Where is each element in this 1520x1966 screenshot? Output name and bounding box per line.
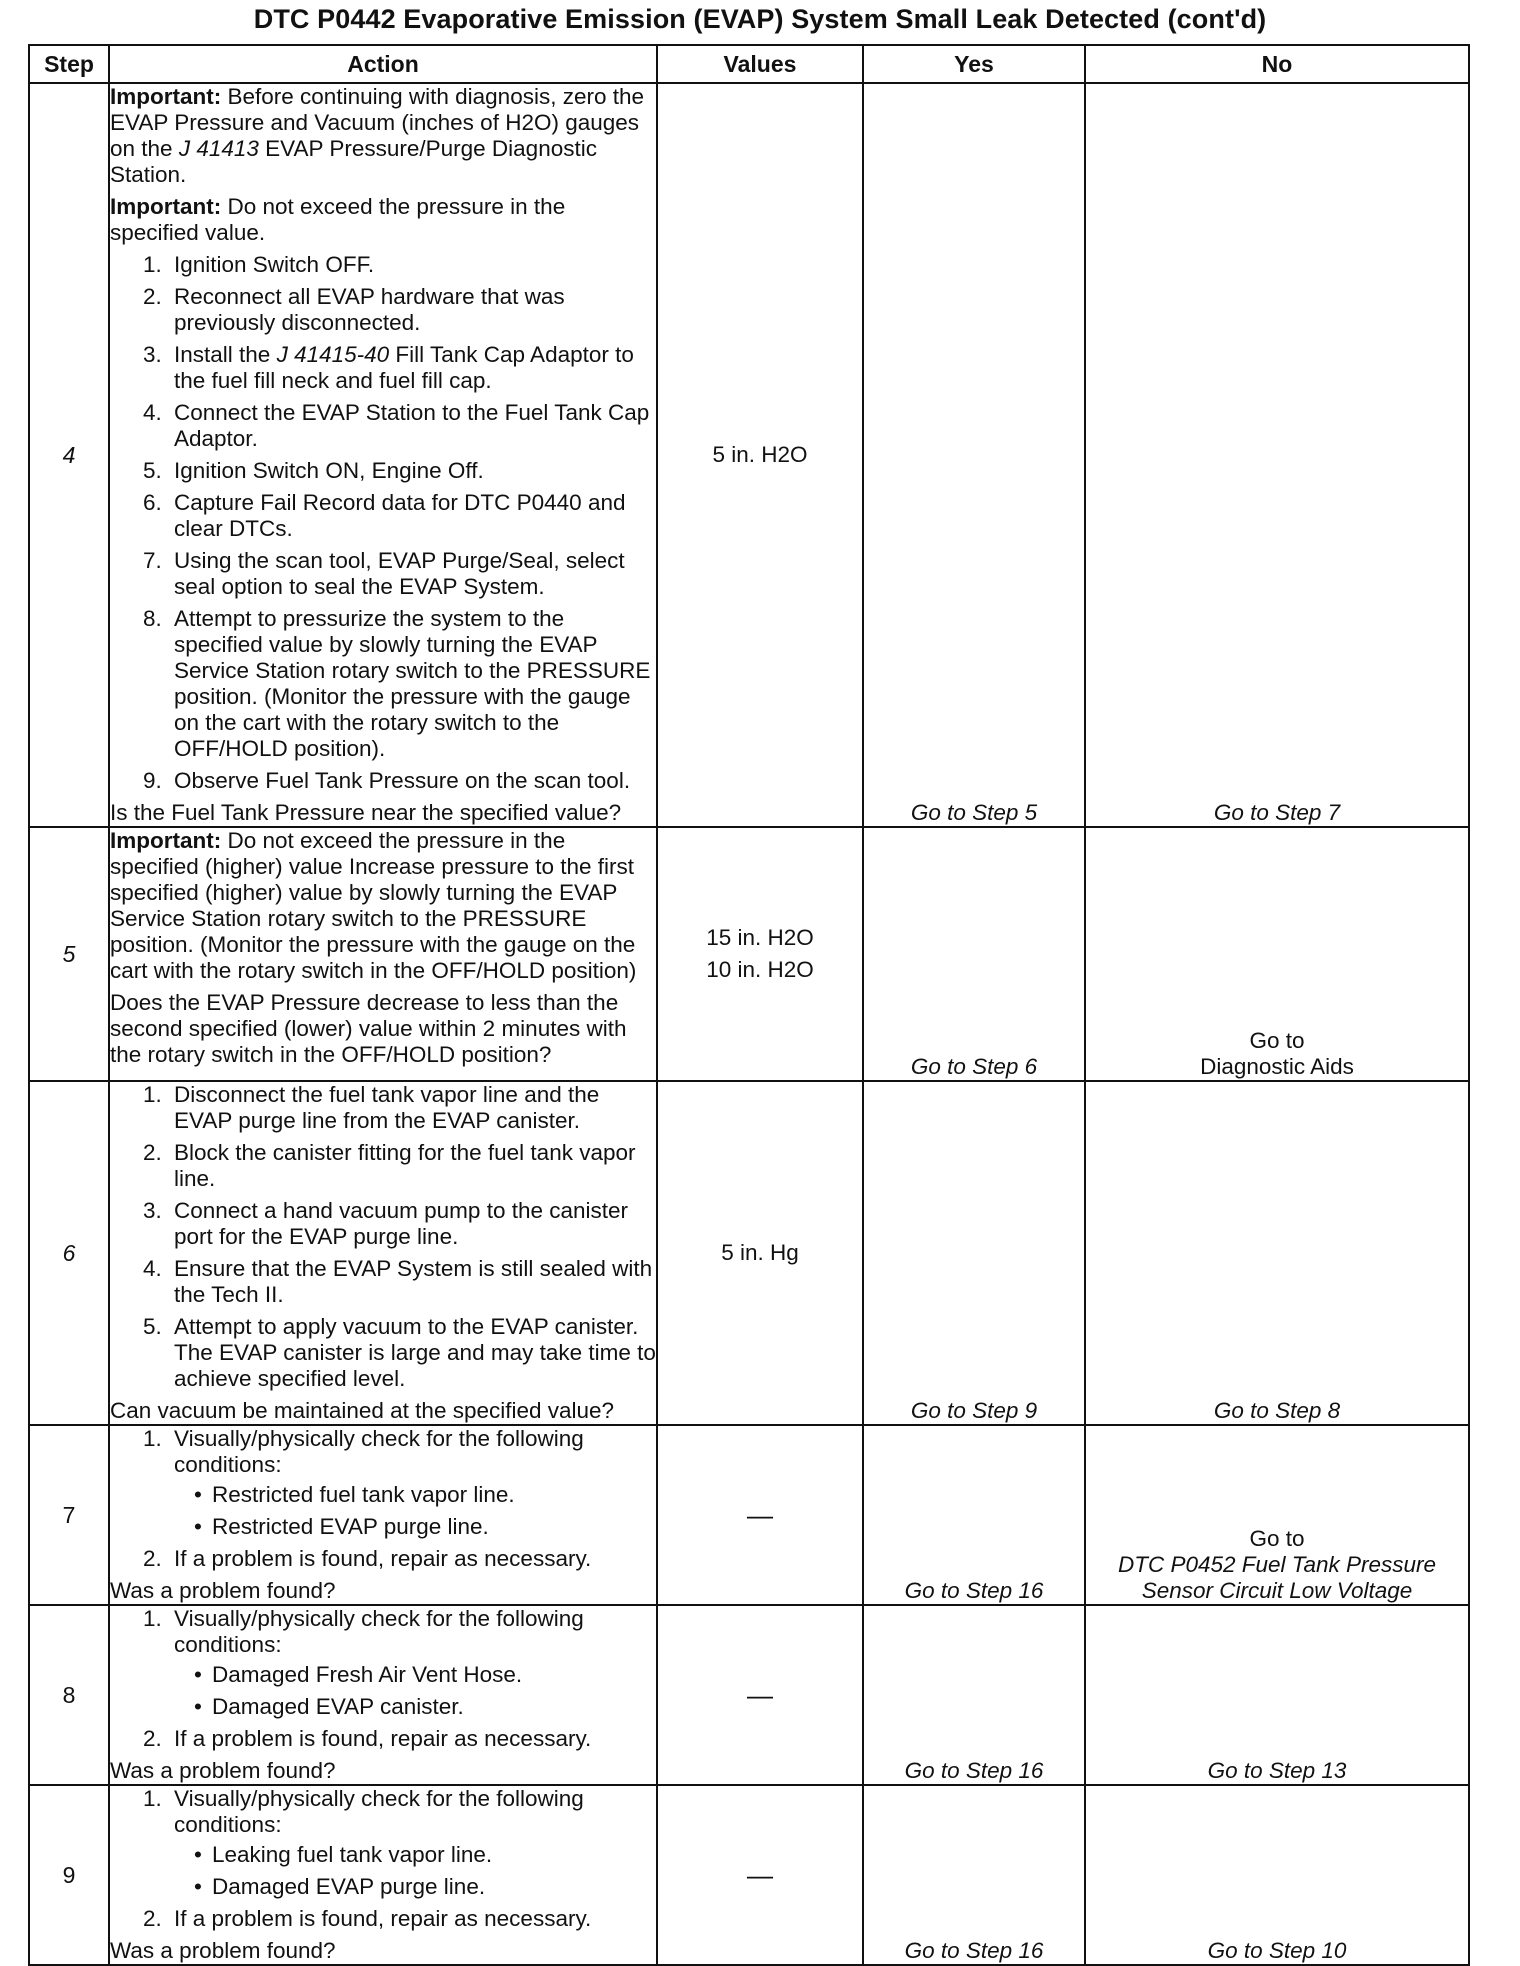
action-cell <box>109 827 657 1081</box>
no-cell: Go to Step 7 <box>1085 83 1469 827</box>
values-cell <box>657 827 863 1081</box>
list-item: 4. Ensure that the EVAP System is still sealed with the Tech II. <box>168 1256 656 1308</box>
procedure-list <box>110 1082 656 1392</box>
table-header-row <box>29 45 1469 83</box>
goto-line: Go to <box>1249 1526 1305 1551</box>
list-item <box>168 1786 656 1900</box>
values-cell: — <box>657 1785 863 1965</box>
step-number: 4 <box>29 83 109 827</box>
bullet-item: • Damaged EVAP purge line. <box>206 1874 656 1900</box>
step-number: 7 <box>29 1425 109 1605</box>
condition-list <box>174 1482 656 1540</box>
diagnostic-table <box>28 44 1470 1966</box>
goto-line: Go to <box>1249 1028 1305 1053</box>
values-cell: — <box>657 1425 863 1605</box>
important-text: Do not exceed the pressure in the specified (higher) value Increase pressure to the first specified (higher) value by slowly turning the EVAP Service Station rotary switch to the PRESSURE position. (Monitor the pressure with the gauge on the cart with the rotary switch in the OFF/HOLD position) <box>110 828 637 983</box>
bullet-item: • Damaged Fresh Air Vent Hose. <box>206 1662 656 1688</box>
no-cell <box>1085 1425 1469 1605</box>
header-no: No <box>1085 45 1469 83</box>
list-item: 8. Attempt to pressurize the system to the specified value by slowly turning the EVAP Service Station rotary switch to the PRESSURE position. (Monitor the pressure with the gauge on the cart with the rotary switch to the OFF/HOLD position). <box>168 606 656 762</box>
yes-cell: Go to Step 5 <box>863 83 1085 827</box>
question-text: Is the Fuel Tank Pressure near the specified value? <box>110 800 622 825</box>
question-text: Was a problem found? <box>110 1938 336 1963</box>
list-item: 2. If a problem is found, repair as necessary. <box>168 1726 656 1752</box>
list-item-text: Visually/physically check for the following conditions: <box>174 1606 584 1657</box>
question-text: Does the EVAP Pressure decrease to less than the second specified (lower) value within 2 minutes with the rotary switch in the OFF/HOLD position? <box>110 990 627 1067</box>
tool-number: J 41415-40 <box>276 342 390 367</box>
yes-cell: Go to Step 9 <box>863 1081 1085 1425</box>
list-item-text: Install the <box>174 342 277 367</box>
no-cell: Go to Step 10 <box>1085 1785 1469 1965</box>
bullet-item: • Restricted EVAP purge line. <box>206 1514 656 1540</box>
table-row <box>29 83 1469 827</box>
page-title: DTC P0442 Evaporative Emission (EVAP) System Small Leak Detected (cont'd) <box>253 4 1267 34</box>
table-row <box>29 1425 1469 1605</box>
table-row <box>29 827 1469 1081</box>
no-cell: Go to Step 13 <box>1085 1605 1469 1785</box>
important-label: Important: <box>110 194 222 219</box>
yes-cell: Go to Step 16 <box>863 1605 1085 1785</box>
important-label: Important: <box>110 828 222 853</box>
header-action: Action <box>109 45 657 83</box>
list-item <box>168 342 656 394</box>
no-cell: Go to Step 8 <box>1085 1081 1469 1425</box>
table-row <box>29 1605 1469 1785</box>
important-note <box>110 194 656 246</box>
question-text: Was a problem found? <box>110 1758 336 1783</box>
values-cell: — <box>657 1605 863 1785</box>
list-item: 2. Reconnect all EVAP hardware that was previously disconnected. <box>168 284 656 336</box>
header-values: Values <box>657 45 863 83</box>
bullet-item: • Damaged EVAP canister. <box>206 1694 656 1720</box>
bullet-item: • Leaking fuel tank vapor line. <box>206 1842 656 1868</box>
goto-target: Diagnostic Aids <box>1200 1054 1354 1079</box>
list-item: 1. Ignition Switch OFF. <box>168 252 656 278</box>
procedure-list <box>110 1786 656 1932</box>
bullet-item: • Restricted fuel tank vapor line. <box>206 1482 656 1508</box>
action-cell <box>109 1081 657 1425</box>
step-number: 6 <box>29 1081 109 1425</box>
value-line: 15 in. H2O <box>706 925 814 950</box>
procedure-list <box>110 252 656 794</box>
list-item: 1. Disconnect the fuel tank vapor line and the EVAP purge line from the EVAP canister. <box>168 1082 656 1134</box>
list-item: 5. Attempt to apply vacuum to the EVAP canister. The EVAP canister is large and may take time to achieve specified level. <box>168 1314 656 1392</box>
header-yes: Yes <box>863 45 1085 83</box>
list-item: 5. Ignition Switch ON, Engine Off. <box>168 458 656 484</box>
yes-cell: Go to Step 6 <box>863 827 1085 1081</box>
action-cell <box>109 83 657 827</box>
yes-cell: Go to Step 16 <box>863 1785 1085 1965</box>
condition-list <box>174 1662 656 1720</box>
action-cell <box>109 1785 657 1965</box>
list-item: 7. Using the scan tool, EVAP Purge/Seal, select seal option to seal the EVAP System. <box>168 548 656 600</box>
question-text: Can vacuum be maintained at the specified value? <box>110 1398 615 1423</box>
table-row <box>29 1785 1469 1965</box>
values-cell: 5 in. Hg <box>657 1081 863 1425</box>
yes-cell: Go to Step 16 <box>863 1425 1085 1605</box>
important-label: Important: <box>110 84 222 109</box>
list-item: 2. If a problem is found, repair as necessary. <box>168 1906 656 1932</box>
list-item: 4. Connect the EVAP Station to the Fuel Tank Cap Adaptor. <box>168 400 656 452</box>
tool-number: J 41413 <box>178 136 259 161</box>
goto-target: DTC P0452 Fuel Tank Pressure Sensor Circuit Low Voltage <box>1117 1552 1437 1603</box>
step-number: 8 <box>29 1605 109 1785</box>
header-step: Step <box>29 45 109 83</box>
value-line: 10 in. H2O <box>706 957 814 982</box>
important-note <box>110 84 656 188</box>
list-item-text: Fill Tank Cap Adaptor to the fuel fill neck and fuel fill cap. <box>174 342 634 393</box>
question-text: Was a problem found? <box>110 1578 336 1603</box>
important-text: Do not exceed the pressure in the specified value. <box>110 194 566 245</box>
condition-list <box>174 1842 656 1900</box>
important-note <box>110 828 656 984</box>
values-cell: 5 in. H2O <box>657 83 863 827</box>
important-text: Before continuing with diagnosis, zero the EVAP Pressure and Vacuum (inches of H2O) gauges on the <box>110 84 645 161</box>
list-item <box>168 1606 656 1720</box>
list-item: 9. Observe Fuel Tank Pressure on the scan tool. <box>168 768 656 794</box>
list-item: 6. Capture Fail Record data for DTC P0440 and clear DTCs. <box>168 490 656 542</box>
list-item <box>168 1426 656 1540</box>
step-number: 9 <box>29 1785 109 1965</box>
list-item-text: Visually/physically check for the following conditions: <box>174 1786 584 1837</box>
action-cell <box>109 1425 657 1605</box>
list-item: 2. If a problem is found, repair as necessary. <box>168 1546 656 1572</box>
no-cell <box>1085 827 1469 1081</box>
list-item: 2. Block the canister fitting for the fuel tank vapor line. <box>168 1140 656 1192</box>
step-number: 5 <box>29 827 109 1081</box>
list-item: 3. Connect a hand vacuum pump to the canister port for the EVAP purge line. <box>168 1198 656 1250</box>
procedure-list <box>110 1606 656 1752</box>
table-row <box>29 1081 1469 1425</box>
procedure-list <box>110 1426 656 1572</box>
list-item-text: Visually/physically check for the following conditions: <box>174 1426 584 1477</box>
important-text: EVAP Pressure/Purge Diagnostic Station. <box>110 136 597 187</box>
action-cell <box>109 1605 657 1785</box>
